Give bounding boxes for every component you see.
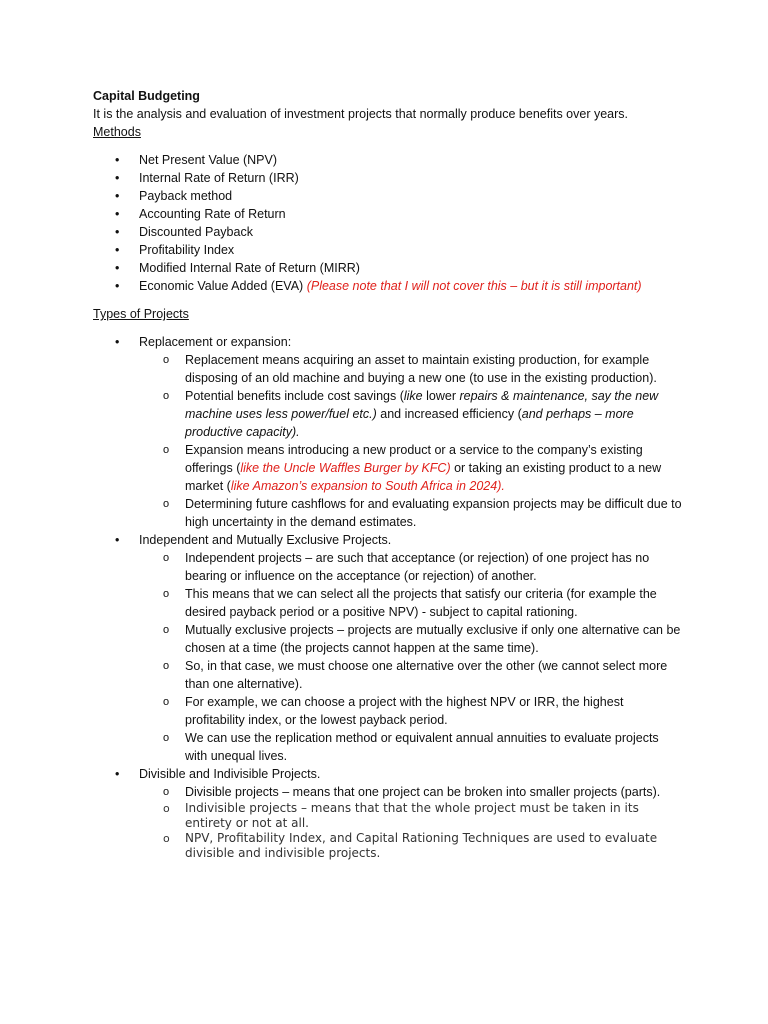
bullet-icon: • [115, 243, 120, 257]
independent-sublist [139, 549, 683, 765]
sub-list-item: o Expansion means introducing a new product or a service to the company’s existing offerings (like the Uncle Waffles Burger by KFC) or taking an existing product to a new market (like Amazon’s expansion to South Africa in 2024). [163, 443, 662, 493]
sub-list-item: o Mutually exclusive projects – projects are mutually exclusive if only one alternative can be chosen at a time (the projects cannot happen at the same time). [163, 623, 681, 655]
divisible-sublist [139, 783, 683, 861]
circle-bullet-icon: o [163, 444, 170, 456]
methods-list [93, 151, 683, 295]
sub-list-item: o Indivisible projects – means that that the whole project must be taken in its entirety or not at all. [163, 801, 639, 830]
document-body [93, 87, 683, 861]
bullet-icon: • [115, 171, 120, 185]
list-item: • Discounted Payback [115, 225, 253, 239]
bullet-icon: • [115, 767, 120, 781]
bullet-icon: • [115, 189, 120, 203]
bullet-icon: • [115, 261, 120, 275]
document-title: Capital Budgeting [93, 89, 200, 103]
list-item: • Modified Internal Rate of Return (MIRR) [115, 261, 360, 275]
bullet-icon: • [115, 225, 120, 239]
bullet-icon: • [115, 533, 120, 547]
list-item-replacement [93, 333, 683, 531]
bullet-icon: • [115, 279, 120, 293]
sub-list-item: o We can use the replication method or equivalent annual annuities to evaluate projects with unequal lives. [163, 731, 659, 763]
list-item: • Internal Rate of Return (IRR) [115, 171, 299, 185]
types-list [93, 333, 683, 861]
sub-list-item: o Divisible projects – means that one project can be broken into smaller projects (parts). [163, 785, 661, 799]
circle-bullet-icon: o [163, 498, 170, 510]
independent-label: Independent and Mutually Exclusive Projects. [139, 533, 392, 547]
sub-list-item: o This means that we can select all the projects that satisfy our criteria (for example the desired payback period or a positive NPV) - subject to capital rationing. [163, 587, 657, 619]
circle-bullet-icon: o [163, 696, 170, 708]
sub-list-item: o Replacement means acquiring an asset to maintain existing production, for example disposing of an old machine and buying a new one (to use in the existing production). [163, 353, 657, 385]
eva-text: Economic Value Added (EVA) [139, 279, 304, 293]
bullet-icon: • [115, 207, 120, 221]
divisible-label: Divisible and Indivisible Projects. [139, 767, 321, 781]
intro-paragraph: It is the analysis and evaluation of investment projects that normally produce benefits over years. [93, 107, 629, 121]
circle-bullet-icon: o [163, 732, 170, 744]
types-heading: Types of Projects [93, 307, 189, 321]
circle-bullet-icon: o [163, 832, 170, 845]
bullet-icon: • [115, 335, 120, 349]
circle-bullet-icon: o [163, 660, 170, 672]
list-item-eva [93, 277, 683, 295]
eva-note: (Please note that I will not cover this – but it is still important) [306, 279, 642, 293]
sub-list-item: o NPV, Profitability Index, and Capital Rationing Techniques are used to evaluate divisible and indivisible projects. [163, 831, 658, 860]
bullet-icon: • [115, 153, 120, 167]
methods-heading: Methods [93, 125, 141, 139]
circle-bullet-icon: o [163, 588, 170, 600]
list-item: • Payback method [115, 189, 233, 203]
circle-bullet-icon: o [163, 624, 170, 636]
sub-list-item: o Independent projects – are such that acceptance (or rejection) of one project has no bearing or influence on the acceptance (or rejection) of another. [163, 551, 650, 583]
replacement-sublist [139, 351, 683, 531]
sub-list-item: o So, in that case, we must choose one alternative over the other (we cannot select more than one alternative). [163, 659, 668, 691]
circle-bullet-icon: o [163, 552, 170, 564]
list-item: • Accounting Rate of Return [115, 207, 286, 221]
list-item: • Profitability Index [115, 243, 235, 257]
sub-list-item: o For example, we can choose a project with the highest NPV or IRR, the highest profitability index, or the lowest payback period. [163, 695, 624, 727]
replacement-label: Replacement or expansion: [139, 335, 292, 349]
circle-bullet-icon: o [163, 802, 170, 815]
list-item-independent [93, 531, 683, 765]
circle-bullet-icon: o [163, 354, 170, 366]
circle-bullet-icon: o [163, 390, 170, 402]
sub-list-item: o Determining future cashflows for and evaluating expansion projects may be difficult due to high uncertainty in the demand estimates. [163, 497, 682, 529]
sub-list-item: o Potential benefits include cost savings (like lower repairs & maintenance, say the new machine uses less power/fuel etc.) and increased efficiency (and perhaps – more productive capacity). [163, 389, 659, 439]
list-item-divisible [93, 765, 683, 861]
circle-bullet-icon: o [163, 786, 170, 798]
list-item: • Net Present Value (NPV) [115, 153, 278, 167]
